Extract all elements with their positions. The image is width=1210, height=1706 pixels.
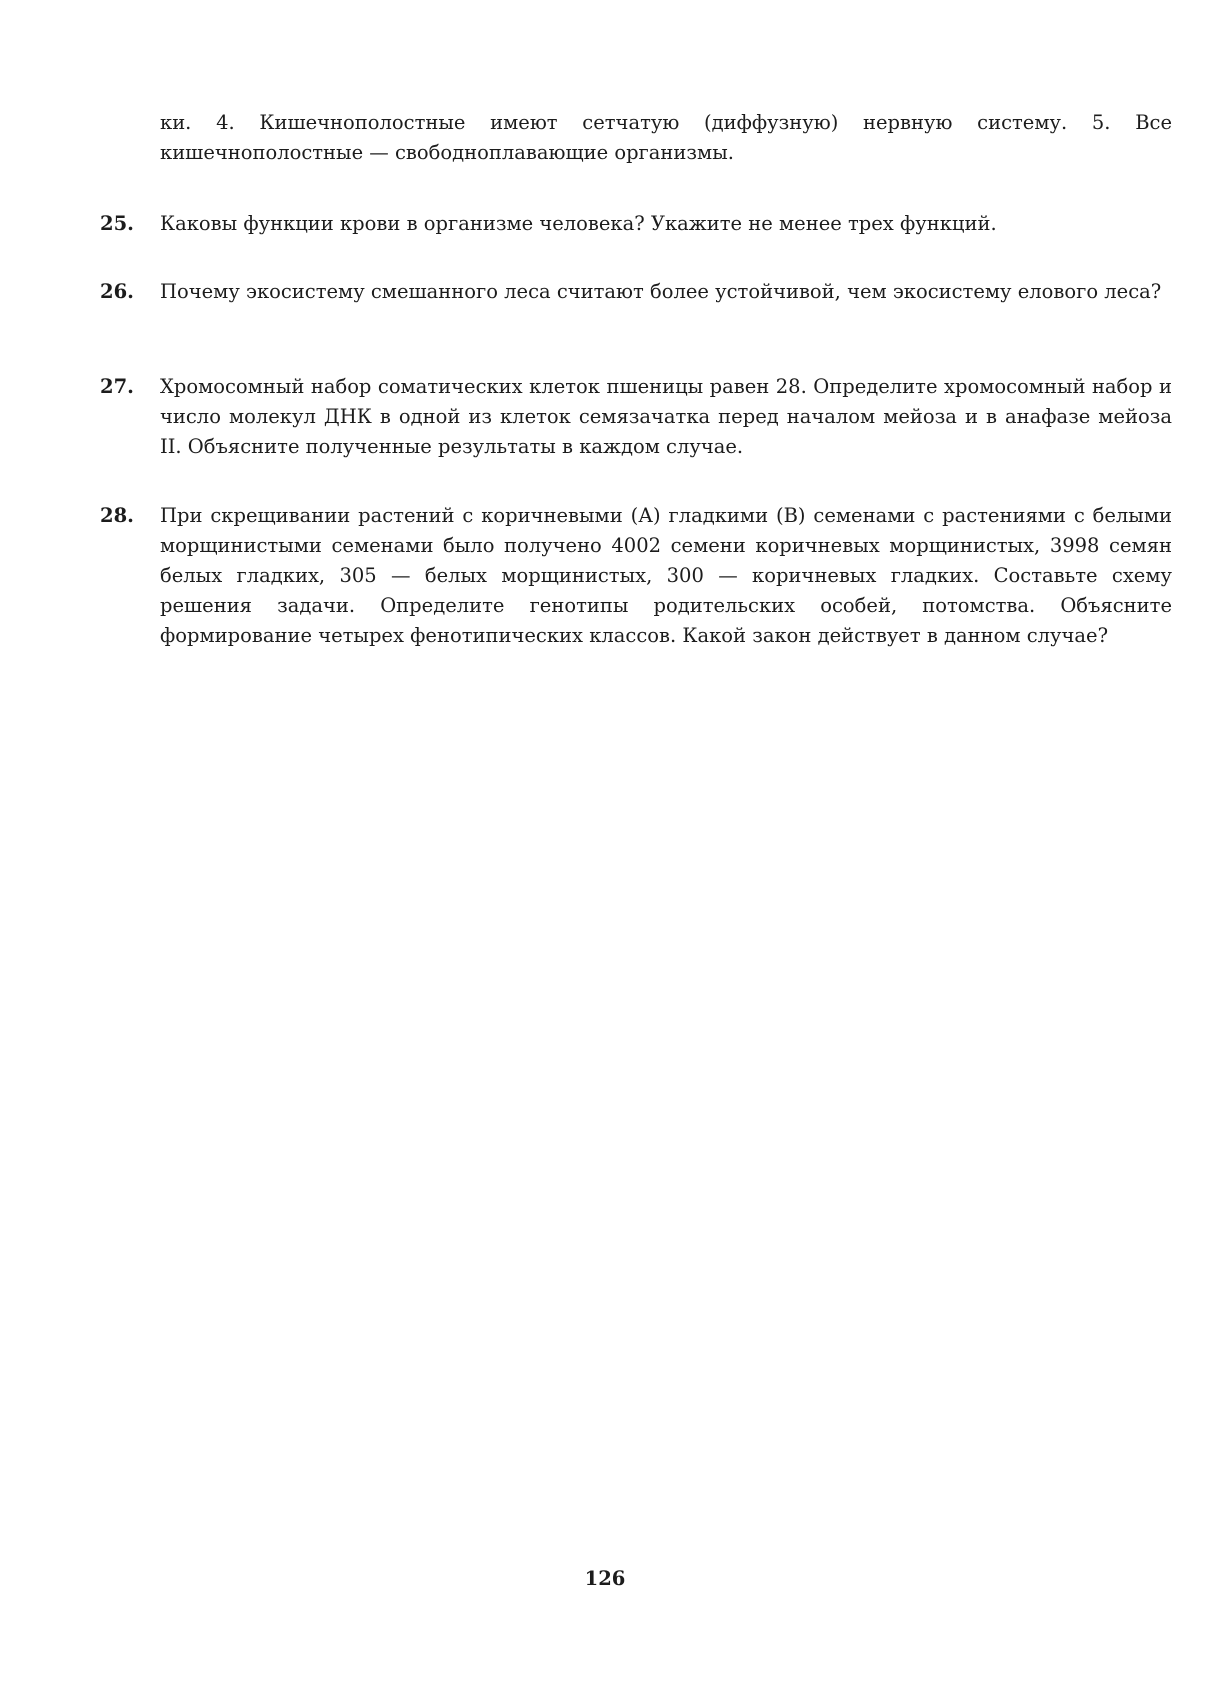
task-text: Почему экосистему смешанного леса считают более устойчивой, чем экосистему елового леса? bbox=[160, 280, 1162, 303]
task-number: 28. bbox=[100, 504, 134, 527]
task-text: При скрещивании растений с коричневыми (А) гладкими (В) семенами с растениями с белыми морщинистыми семенами было получено 4002 семени коричневых морщинистых, 3998 семян белых гладких, 305 — белых морщинистых, 300 — коричневых гладких. Составьте схему решения задачи. Определите генотипы родительских особей, потомства. Объясните формирование четырех фенотипических классов. Какой закон действует в данном случае? bbox=[160, 504, 1172, 647]
task-text: Каковы функции крови в организме человека? Укажите не менее трех функций. bbox=[160, 212, 997, 235]
task-28 bbox=[100, 501, 1172, 651]
task-number: 27. bbox=[100, 375, 134, 398]
page-number: 126 bbox=[584, 1567, 626, 1590]
task-text: Хромосомный набор соматических клеток пшеницы равен 28. Определите хромосомный набор и число молекул ДНК в одной из клеток семязачатка перед началом мейоза и в анафазе мейоза II. Объясните полученные результаты в каждом случае. bbox=[160, 375, 1172, 458]
task-26 bbox=[100, 277, 1172, 307]
previous-task-continuation: ки. 4. Кишечнополостные имеют сетчатую (диффузную) нервную систему. 5. Все кишечнополостные — свободноплавающие организмы. bbox=[160, 111, 1172, 164]
task-number: 25. bbox=[100, 212, 134, 235]
task-number: 26. bbox=[100, 280, 134, 303]
task-25 bbox=[100, 209, 1172, 239]
task-27 bbox=[100, 372, 1172, 462]
